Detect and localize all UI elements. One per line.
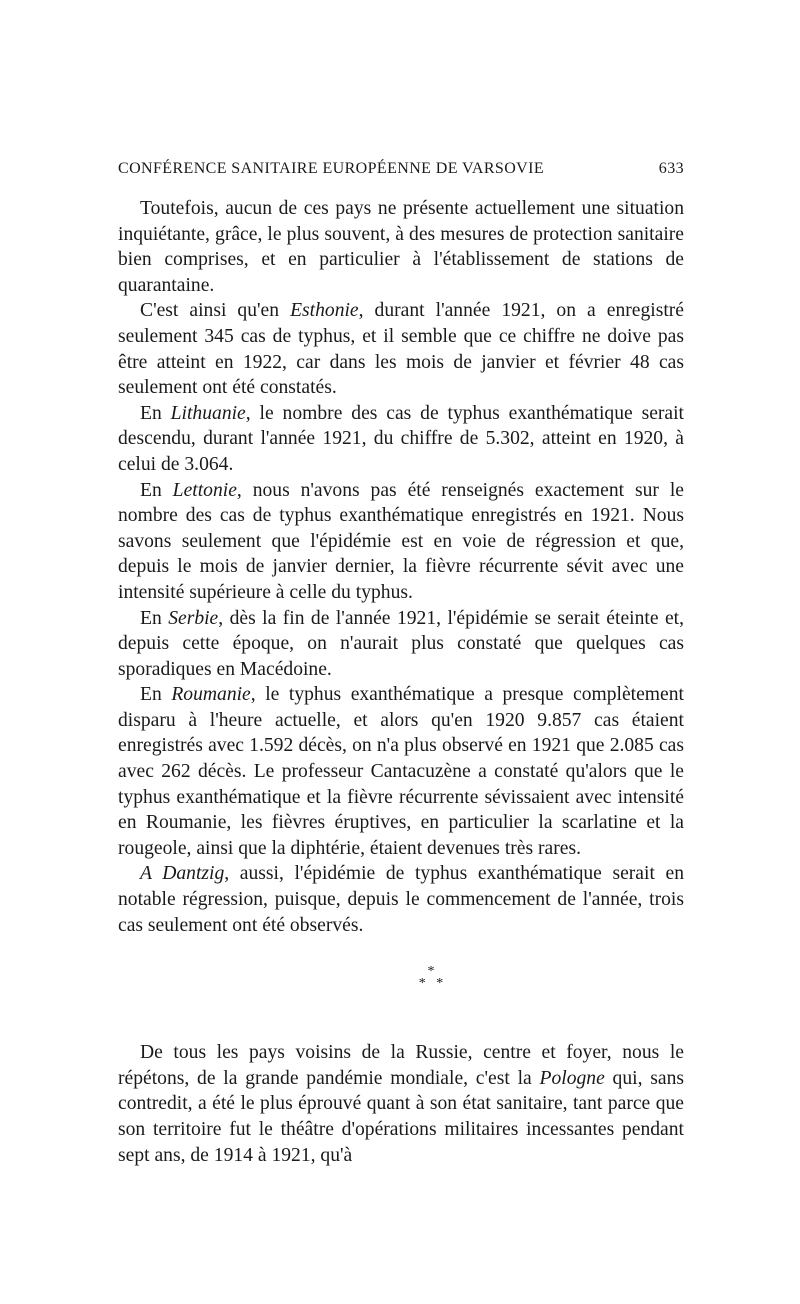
page-number: 633 [658,160,684,177]
text-run: En [140,684,172,706]
text-run: , aussi, l'épidémie de typhus exanthématique serait en notable régression, puisque, depuis le commencement de l'année, trois cas seulement ont été observés. [118,863,684,936]
paragraph-esthonie [118,298,684,400]
country-name: Pologne [539,1067,605,1089]
text-run: C'est ainsi qu'en [140,300,291,322]
country-name: Roumanie [171,684,251,706]
paragraph-dantzig [118,861,684,938]
asterism-top: * [427,964,435,980]
asterism-divider [148,966,714,990]
page-body [118,196,684,1168]
text-run: En [140,402,171,424]
country-name: Lithuanie [170,402,246,424]
paragraph-lithuanie [118,401,684,478]
running-title: CONFÉRENCE SANITAIRE EUROPÉENNE DE VARSOVIE [118,160,545,177]
text-run: , durant l'année 1921, on a enregistré seulement 345 cas de typhus, et il semble que ce chiffre ne doive pas être atteint en 1922, car dans les mois de janvier et février 48 cas seulement ont été constatés. [118,300,684,399]
text-run: En [140,479,173,501]
text-run: , le nombre des cas de typhus exanthématique serait descendu, durant l'année 1921, du chiffre de 5.302, atteint en 1920, à celui de 3.064. [118,402,684,475]
paragraph-roumanie [118,682,684,861]
country-name: A Dantzig [140,863,225,885]
text-run: , dès la fin de l'année 1921, l'épidémie se serait éteinte et, depuis cette époque, on n'aurait plus constaté que quelques cas sporadiques en Macédoine. [118,607,684,680]
paragraph-lettonie [118,478,684,606]
country-name: Serbie [168,607,219,629]
text-run: , le typhus exanthématique a presque complètement disparu à l'heure actuelle, et alors qu'en 1920 9.857 cas étaient enregistrés avec 1.592 décès, on n'a plus observé en 1921 que 2.085 cas avec 262 décès. Le professeur Cantacuzène a constaté qu'alors que le typhus exanthématique et la fièvre récurrente sévissaient avec intensité en Roumanie, les fièvres éruptives, en particulier la scarlatine et la rougeole, ainsi que la diphtérie, étaient devenues très rares. [118,684,684,859]
country-name: Lettonie [172,479,237,501]
text-run: De tous les pays voisins de la Russie, centre et foyer, nous le répétons, de la grande pandémie mondiale, c'est la [118,1042,684,1089]
text-run: En [140,607,169,629]
paragraph-serbie [118,606,684,683]
paragraph-toutefois: Toutefois, aucun de ces pays ne présente actuellement une situation inquiétante, grâce, le plus souvent, à des mesures de protection sanitaire bien comprises, et en particulier à l'établissement de stations de quarantaine. [118,198,684,296]
text-run: , nous n'avons pas été renseignés exactement sur le nombre des cas de typhus exanthématique enregistrés en 1921. Nous savons seulement que l'épidémie est en voie de régression et que, depuis le mois de janvier dernier, la fièvre récurrente sévit avec une intensité supérieure à celle du typhus. [118,479,684,603]
text-run: qui, sans contredit, a été le plus éprouvé quant à son état sanitaire, tant parce que son territoire fut le théâtre d'opérations militaires incessantes pendant sept ans, de 1914 à 1921, qu'à [118,1067,684,1166]
paragraph-pologne [118,1040,684,1168]
asterism-bottom: * * [418,976,444,992]
country-name: Esthonie [290,300,359,322]
running-header [118,160,684,178]
